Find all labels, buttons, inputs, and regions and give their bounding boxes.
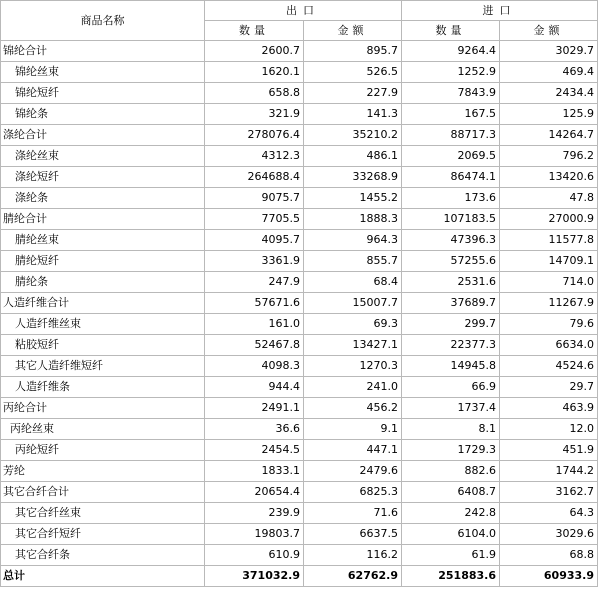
row-product-name: 锦纶合计	[1, 41, 205, 62]
row-product-name: 芳纶	[1, 461, 205, 482]
row-import-qty: 9264.4	[402, 41, 500, 62]
row-import-qty: 882.6	[402, 461, 500, 482]
row-export-qty: 610.9	[205, 545, 304, 566]
row-product-name: 其它合纤条	[1, 545, 205, 566]
table-row	[1, 167, 598, 188]
row-product-name: 人造纤维合计	[1, 293, 205, 314]
row-import-amount: 12.0	[500, 419, 598, 440]
row-export-amount: 456.2	[304, 398, 402, 419]
row-import-qty: 86474.1	[402, 167, 500, 188]
row-import-qty: 2531.6	[402, 272, 500, 293]
table-row	[1, 461, 598, 482]
table-row	[1, 482, 598, 503]
row-import-amount: 79.6	[500, 314, 598, 335]
table-row	[1, 230, 598, 251]
row-import-qty: 173.6	[402, 188, 500, 209]
table-row	[1, 314, 598, 335]
row-export-amount: 2479.6	[304, 461, 402, 482]
row-import-qty: 57255.6	[402, 251, 500, 272]
row-export-qty: 1833.1	[205, 461, 304, 482]
row-export-qty: 278076.4	[205, 125, 304, 146]
row-import-amount: 68.8	[500, 545, 598, 566]
row-product-name: 腈纶丝束	[1, 230, 205, 251]
total-label: 总计	[1, 566, 205, 587]
row-import-amount: 2434.4	[500, 83, 598, 104]
table-row	[1, 545, 598, 566]
table-row	[1, 440, 598, 461]
row-product-name: 丙纶合计	[1, 398, 205, 419]
row-product-name: 锦纶丝束	[1, 62, 205, 83]
import-header: 进口	[402, 1, 598, 21]
table-row	[1, 146, 598, 167]
table-row	[1, 419, 598, 440]
row-import-amount: 3162.7	[500, 482, 598, 503]
row-export-amount: 1270.3	[304, 356, 402, 377]
row-import-amount: 47.8	[500, 188, 598, 209]
row-product-name: 涤纶合计	[1, 125, 205, 146]
total-row	[1, 566, 598, 587]
row-import-amount: 14709.1	[500, 251, 598, 272]
row-export-amount: 6637.5	[304, 524, 402, 545]
row-import-qty: 22377.3	[402, 335, 500, 356]
table-row	[1, 83, 598, 104]
row-import-qty: 1737.4	[402, 398, 500, 419]
export-header: 出口	[205, 1, 402, 21]
table-row	[1, 41, 598, 62]
row-export-qty: 161.0	[205, 314, 304, 335]
row-export-qty: 247.9	[205, 272, 304, 293]
row-import-qty: 47396.3	[402, 230, 500, 251]
row-import-amount: 14264.7	[500, 125, 598, 146]
total-export-qty: 371032.9	[205, 566, 304, 587]
row-import-qty: 7843.9	[402, 83, 500, 104]
row-product-name: 其它合纤合计	[1, 482, 205, 503]
row-product-name: 涤纶短纤	[1, 167, 205, 188]
row-export-amount: 116.2	[304, 545, 402, 566]
header-row-1	[1, 1, 598, 21]
row-export-amount: 6825.3	[304, 482, 402, 503]
row-product-name: 涤纶丝束	[1, 146, 205, 167]
row-import-amount: 714.0	[500, 272, 598, 293]
row-export-qty: 3361.9	[205, 251, 304, 272]
table-row	[1, 209, 598, 230]
row-import-amount: 4524.6	[500, 356, 598, 377]
row-product-name: 腈纶条	[1, 272, 205, 293]
row-product-name: 锦纶条	[1, 104, 205, 125]
row-export-amount: 486.1	[304, 146, 402, 167]
row-export-amount: 15007.7	[304, 293, 402, 314]
row-export-qty: 4095.7	[205, 230, 304, 251]
row-export-qty: 2600.7	[205, 41, 304, 62]
row-import-amount: 64.3	[500, 503, 598, 524]
row-import-qty: 61.9	[402, 545, 500, 566]
table-row	[1, 524, 598, 545]
row-import-amount: 29.7	[500, 377, 598, 398]
row-import-qty: 1729.3	[402, 440, 500, 461]
row-export-amount: 1455.2	[304, 188, 402, 209]
table-row	[1, 272, 598, 293]
row-product-name: 其它合纤丝束	[1, 503, 205, 524]
row-import-qty: 6408.7	[402, 482, 500, 503]
table-row	[1, 251, 598, 272]
row-import-amount: 125.9	[500, 104, 598, 125]
row-import-qty: 2069.5	[402, 146, 500, 167]
row-product-name: 人造纤维丝束	[1, 314, 205, 335]
row-import-amount: 451.9	[500, 440, 598, 461]
table-row	[1, 62, 598, 83]
row-import-qty: 1252.9	[402, 62, 500, 83]
row-import-qty: 37689.7	[402, 293, 500, 314]
row-import-qty: 299.7	[402, 314, 500, 335]
table-row	[1, 398, 598, 419]
row-import-amount: 3029.7	[500, 41, 598, 62]
row-export-amount: 447.1	[304, 440, 402, 461]
table-row	[1, 503, 598, 524]
row-product-name: 人造纤维条	[1, 377, 205, 398]
row-export-qty: 239.9	[205, 503, 304, 524]
row-import-amount: 1744.2	[500, 461, 598, 482]
row-import-amount: 463.9	[500, 398, 598, 419]
table-row	[1, 293, 598, 314]
import-amount-header: 金额	[500, 21, 598, 41]
row-import-qty: 242.8	[402, 503, 500, 524]
row-export-amount: 964.3	[304, 230, 402, 251]
row-export-amount: 1888.3	[304, 209, 402, 230]
row-export-qty: 321.9	[205, 104, 304, 125]
table-row	[1, 188, 598, 209]
row-product-name: 腈纶合计	[1, 209, 205, 230]
row-import-qty: 88717.3	[402, 125, 500, 146]
table-row	[1, 356, 598, 377]
row-import-amount: 796.2	[500, 146, 598, 167]
row-import-qty: 14945.8	[402, 356, 500, 377]
row-export-qty: 57671.6	[205, 293, 304, 314]
row-export-qty: 9075.7	[205, 188, 304, 209]
import-qty-header: 数量	[402, 21, 500, 41]
table-row	[1, 104, 598, 125]
row-product-name: 粘胶短纤	[1, 335, 205, 356]
table-row	[1, 125, 598, 146]
row-import-qty: 66.9	[402, 377, 500, 398]
row-import-amount: 13420.6	[500, 167, 598, 188]
row-import-qty: 8.1	[402, 419, 500, 440]
row-export-amount: 895.7	[304, 41, 402, 62]
row-export-amount: 526.5	[304, 62, 402, 83]
table-row	[1, 377, 598, 398]
row-export-qty: 2491.1	[205, 398, 304, 419]
row-product-name: 其它合纤短纤	[1, 524, 205, 545]
total-import-qty: 251883.6	[402, 566, 500, 587]
row-product-name: 其它人造纤维短纤	[1, 356, 205, 377]
total-import-amount: 60933.9	[500, 566, 598, 587]
export-amount-header: 金额	[304, 21, 402, 41]
row-export-amount: 241.0	[304, 377, 402, 398]
total-export-amount: 62762.9	[304, 566, 402, 587]
row-product-name: 丙纶短纤	[1, 440, 205, 461]
row-export-amount: 33268.9	[304, 167, 402, 188]
row-product-name: 锦纶短纤	[1, 83, 205, 104]
row-export-amount: 35210.2	[304, 125, 402, 146]
row-export-qty: 1620.1	[205, 62, 304, 83]
row-export-qty: 658.8	[205, 83, 304, 104]
row-export-qty: 19803.7	[205, 524, 304, 545]
row-import-qty: 6104.0	[402, 524, 500, 545]
row-product-name: 腈纶短纤	[1, 251, 205, 272]
row-import-amount: 469.4	[500, 62, 598, 83]
row-import-qty: 167.5	[402, 104, 500, 125]
row-export-qty: 4098.3	[205, 356, 304, 377]
row-export-amount: 855.7	[304, 251, 402, 272]
row-export-amount: 68.4	[304, 272, 402, 293]
row-export-qty: 944.4	[205, 377, 304, 398]
row-import-amount: 11267.9	[500, 293, 598, 314]
export-qty-header: 数量	[205, 21, 304, 41]
row-export-qty: 20654.4	[205, 482, 304, 503]
row-export-amount: 9.1	[304, 419, 402, 440]
row-product-name: 涤纶条	[1, 188, 205, 209]
row-export-qty: 4312.3	[205, 146, 304, 167]
row-product-name: 丙纶丝束	[1, 419, 205, 440]
row-import-amount: 11577.8	[500, 230, 598, 251]
row-import-qty: 107183.5	[402, 209, 500, 230]
row-export-qty: 7705.5	[205, 209, 304, 230]
row-export-amount: 227.9	[304, 83, 402, 104]
row-import-amount: 6634.0	[500, 335, 598, 356]
row-import-amount: 27000.9	[500, 209, 598, 230]
row-export-qty: 52467.8	[205, 335, 304, 356]
row-export-amount: 69.3	[304, 314, 402, 335]
row-export-amount: 13427.1	[304, 335, 402, 356]
row-import-amount: 3029.6	[500, 524, 598, 545]
row-export-amount: 71.6	[304, 503, 402, 524]
row-export-qty: 2454.5	[205, 440, 304, 461]
product-name-header: 商品名称	[1, 1, 205, 41]
row-export-qty: 36.6	[205, 419, 304, 440]
row-export-amount: 141.3	[304, 104, 402, 125]
table-row	[1, 335, 598, 356]
row-export-qty: 264688.4	[205, 167, 304, 188]
